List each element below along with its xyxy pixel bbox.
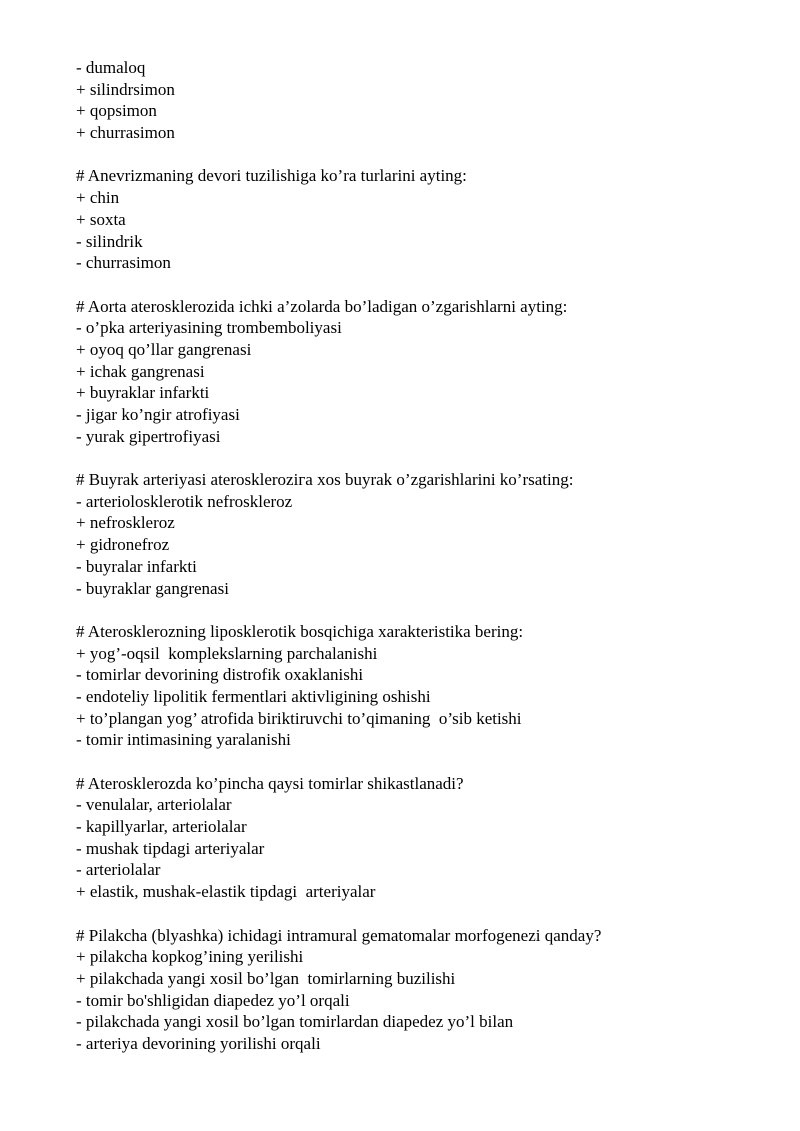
answer-option: + ichak gangrenasi	[76, 361, 205, 381]
answer-option: + oyoq qo’llar gangrenasi	[76, 339, 252, 359]
question-block	[76, 165, 776, 273]
question-text: # Buyrak arteriyasi ateroskleroziга xos buyrak o’zgarishlarini ko’rsating:	[76, 470, 574, 490]
blank-line	[76, 751, 776, 773]
answer-option: - tomir bo'shligidan diapedez yo’l orqali	[76, 990, 350, 1010]
answer-option: + to’plangan yog’ atrofida biriktiruvchi to’qimaning o’sib ketishi	[76, 708, 522, 728]
answer-option: - yurak gipertrofiyasi	[76, 426, 221, 446]
question-block	[76, 925, 776, 1055]
answer-option: - dumaloq	[76, 58, 146, 77]
answer-option: + churrasimon	[76, 123, 175, 143]
answer-option: - venulalar, arteriolalar	[76, 795, 232, 815]
answer-option: - arteriya devorining yorilishi orqali	[76, 1033, 321, 1053]
answer-option: - arteriolosklerotik nefroskleroz	[76, 491, 293, 511]
answer-option: + nefroskleroz	[76, 513, 175, 533]
question-text: # Pilakcha (blyashka) ichidagi intramural gematomalar morfogenezi qanday?	[76, 925, 602, 945]
question-text: # Aterosklerozning liposklerotik bosqichiga xarakteristika bering:	[76, 621, 524, 641]
answer-option: - jigar ko’ngir atrofiyasi	[76, 405, 240, 424]
blank-line	[76, 599, 776, 621]
answer-option: + pilakcha kopkog’ining yerilishi	[76, 947, 304, 967]
blank-line	[76, 274, 776, 296]
answer-option: - buyraklar gangrenasi	[76, 578, 229, 598]
question-block	[76, 469, 776, 599]
answer-option: + elastik, mushak-elastik tipdagi arteriyalar	[76, 882, 376, 902]
answer-option: - tomir intimasining yaralanishi	[76, 730, 291, 750]
question-block	[76, 57, 776, 144]
question-text: # Aorta aterosklerozida ichki a’zolarda bo’ladigan o’zgarishlarni ayting:	[76, 296, 568, 316]
answer-option: + soxta	[76, 209, 126, 229]
answer-option: + qopsimon	[76, 101, 157, 121]
answer-option: + silindrsimon	[76, 79, 175, 99]
answer-option: - mushak tipdagi arteriyalar	[76, 838, 265, 858]
answer-option: + buyraklar infarkti	[76, 383, 210, 403]
blank-line	[76, 903, 776, 925]
answer-option: - arteriolalar	[76, 860, 161, 880]
question-block	[76, 621, 776, 751]
question-block	[76, 773, 776, 903]
question-block	[76, 296, 776, 448]
answer-option: - silindrik	[76, 231, 143, 251]
question-text: # Anevrizmaning devori tuzilishiga ko’ra turlarini ayting:	[76, 166, 467, 186]
answer-option: - kapillyarlar, arteriolalar	[76, 817, 247, 837]
answer-option: - endoteliy lipolitik fermentlari aktivligining oshishi	[76, 686, 431, 706]
blank-line	[76, 144, 776, 166]
answer-option: - churrasimon	[76, 253, 171, 273]
answer-option: - buyralar infarkti	[76, 556, 197, 576]
answer-option: + pilakchada yangi xosil bo’lgan tomirlarning buzilishi	[76, 968, 456, 988]
blank-line	[76, 447, 776, 469]
quiz-content	[76, 57, 776, 1055]
answer-option: - tomirlar devorining distrofik oxaklanishi	[76, 665, 364, 685]
answer-option: - pilakchada yangi xosil bo’lgan tomirlardan diapedez yo’l bilan	[76, 1012, 514, 1032]
answer-option: + gidronefroz	[76, 535, 170, 555]
answer-option: + yog’-oqsil komplekslarning parchalanishi	[76, 643, 378, 663]
answer-option: + chin	[76, 188, 120, 208]
question-text: # Aterosklerozda ko’pincha qaysi tomirlar shikastlanadi?	[76, 773, 464, 793]
answer-option: - o’pka arteriyasining trombemboliyasi	[76, 318, 342, 338]
